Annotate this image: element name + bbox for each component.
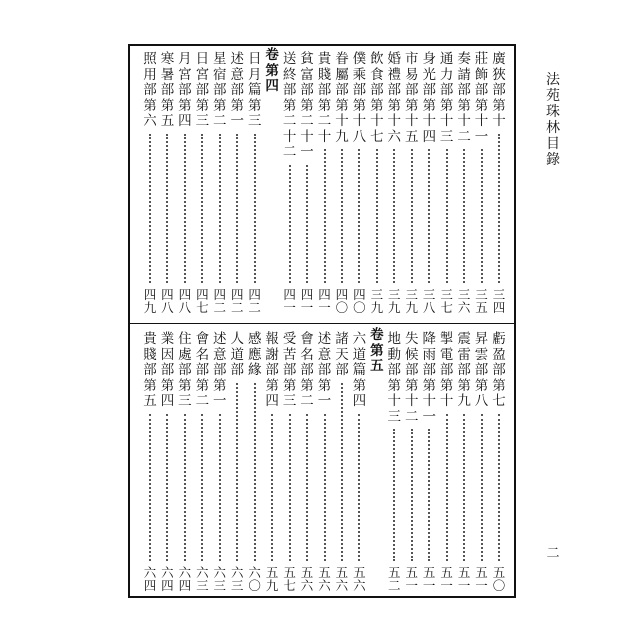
- entry-page-number: 五七: [283, 565, 296, 593]
- entry-title: 身光部第十四: [422, 51, 436, 145]
- entry-title: 降雨部第十一: [422, 331, 436, 425]
- entry-page-number: 三九: [370, 287, 384, 315]
- entry-title: 月宮部第四: [178, 51, 192, 129]
- entry-title: 寒暑部第五: [160, 51, 175, 129]
- entry-title: 感應緣: [247, 331, 262, 378]
- toc-entry: [139, 52, 161, 314]
- entry-page-number: 六四: [161, 565, 174, 593]
- entry-title: 述意部第一: [213, 331, 227, 409]
- leader-dots: [498, 134, 500, 284]
- entry-title: 掣電部第十: [439, 331, 454, 409]
- entry-title: 會名部第二: [195, 331, 210, 409]
- entry-title: 貧富部第二十一: [300, 51, 314, 160]
- entry-page-number: 五六: [353, 565, 366, 593]
- leader-dots: [271, 414, 273, 562]
- entry-title: 送終部第二十二: [282, 51, 297, 160]
- toc-entry: [139, 332, 161, 592]
- entry-title: 六道篇第四: [352, 331, 367, 409]
- leader-dots: [236, 383, 238, 562]
- entry-page-number: 四一: [300, 287, 314, 315]
- entry-title: 日月篇第三: [247, 51, 262, 129]
- leader-dots: [219, 414, 221, 562]
- leader-dots: [236, 134, 238, 284]
- entry-page-number: 五六: [318, 565, 331, 593]
- entry-title: 貴賤部第二十: [317, 51, 332, 145]
- entry-page-number: 三九: [405, 287, 418, 315]
- leader-dots: [358, 149, 360, 283]
- leader-dots: [201, 414, 203, 562]
- entry-page-number: 四八: [178, 287, 192, 315]
- entry-title: 日宮部第三: [195, 51, 210, 129]
- entry-page-number: 四九: [143, 287, 157, 315]
- leader-dots: [341, 149, 343, 283]
- entry-page-number: 四七: [196, 287, 209, 315]
- register-divider: [130, 323, 514, 324]
- entry-title: 報謝部第四: [265, 331, 279, 409]
- entry-title: 奏請部第十二: [457, 51, 471, 145]
- leader-dots: [481, 414, 483, 562]
- leader-dots: [428, 429, 430, 561]
- entry-page-number: 四〇: [353, 287, 366, 315]
- entry-title: 貴賤部第五: [143, 331, 157, 409]
- leader-dots: [463, 414, 465, 562]
- entry-title: 述意部第一: [317, 331, 332, 409]
- leader-dots: [376, 149, 378, 283]
- entry-page-number: 五〇: [492, 565, 506, 593]
- leader-dots: [498, 414, 500, 562]
- leader-dots: [306, 414, 308, 562]
- entry-page-number: 五六: [335, 565, 349, 593]
- leader-dots: [219, 134, 221, 284]
- entry-title: 受苦部第三: [282, 331, 297, 409]
- entry-page-number: 六四: [178, 565, 192, 593]
- entry-title: 虧盈部第七: [492, 331, 506, 409]
- entry-page-number: 四二: [230, 287, 244, 315]
- leader-dots: [254, 383, 256, 562]
- entry-title: 照用部第六: [143, 51, 157, 129]
- leader-dots: [324, 149, 326, 283]
- entry-page-number: 六三: [230, 565, 244, 593]
- entry-page-number: 六三: [213, 565, 227, 593]
- page-number: 二: [546, 546, 560, 561]
- leader-dots: [149, 134, 151, 284]
- entry-page-number: 四一: [283, 287, 296, 315]
- entry-page-number: 五一: [457, 565, 471, 593]
- leader-dots: [289, 165, 291, 284]
- entry-page-number: 六〇: [248, 565, 261, 593]
- leader-dots: [289, 414, 291, 562]
- leader-dots: [184, 134, 186, 284]
- leader-dots: [324, 414, 326, 562]
- entry-page-number: 三九: [388, 287, 401, 315]
- entry-page-number: 五一: [475, 565, 488, 593]
- entry-title: 眷屬部第十九: [335, 51, 349, 145]
- entry-title: 婚禮部第十六: [387, 51, 402, 145]
- entry-page-number: 三六: [457, 287, 471, 315]
- entry-page-number: 四二: [213, 287, 227, 315]
- entry-title: 通力部第十三: [439, 51, 454, 145]
- leader-dots: [341, 383, 343, 562]
- entry-page-number: 三五: [475, 287, 488, 315]
- entry-page-number: 四二: [248, 287, 261, 315]
- leader-dots: [254, 134, 256, 284]
- entry-page-number: 四〇: [335, 287, 349, 315]
- entry-title: 述意部第一: [230, 51, 244, 129]
- entry-title: 震雷部第九: [457, 331, 471, 409]
- leader-dots: [393, 429, 395, 561]
- leader-dots: [411, 429, 413, 561]
- entry-title: 業因部第四: [160, 331, 175, 409]
- entry-title: 卷第五: [370, 327, 384, 374]
- entry-title: 廣狹部第十: [492, 51, 506, 129]
- running-title: 法苑珠林 目錄: [546, 72, 574, 168]
- entry-page-number: 六四: [143, 565, 157, 593]
- entry-page-number: 三八: [422, 287, 436, 315]
- leader-dots: [393, 149, 395, 283]
- entry-title: 人道部: [230, 331, 244, 378]
- entry-page-number: 五六: [300, 565, 314, 593]
- leader-dots: [149, 414, 151, 562]
- leader-dots: [446, 149, 448, 283]
- entry-title: 卷第四: [265, 47, 279, 94]
- leader-dots: [411, 149, 413, 283]
- entry-page-number: 四八: [161, 287, 174, 315]
- entry-page-number: 四一: [318, 287, 331, 315]
- entry-title: 諸天部: [335, 331, 349, 378]
- entry-page-number: 五九: [265, 565, 279, 593]
- leader-dots: [166, 414, 168, 562]
- leader-dots: [446, 414, 448, 562]
- entry-page-number: 三七: [440, 287, 453, 315]
- leader-dots: [166, 134, 168, 284]
- leader-dots: [463, 149, 465, 283]
- entry-title: 飲食部第十七: [370, 51, 384, 145]
- entry-page-number: 五一: [422, 565, 436, 593]
- leader-dots: [358, 414, 360, 562]
- entry-title: 昇雲部第八: [474, 331, 489, 409]
- entry-title: 僕乘部第十八: [352, 51, 367, 145]
- entry-title: 失候部第十二: [405, 331, 419, 425]
- entry-page-number: 五一: [405, 565, 418, 593]
- entry-title: 會名部第二: [300, 331, 314, 409]
- entry-page-number: 三四: [492, 287, 506, 315]
- leader-dots: [201, 134, 203, 284]
- entry-title: 住處部第三: [178, 331, 192, 409]
- entry-page-number: 六三: [196, 565, 209, 593]
- entry-page-number: 五二: [388, 565, 401, 593]
- leader-dots: [428, 149, 430, 283]
- leader-dots: [184, 414, 186, 562]
- entry-page-number: 五一: [440, 565, 453, 593]
- entry-title: 星宿部第二: [213, 51, 227, 129]
- leader-dots: [306, 165, 308, 284]
- entry-title: 莊飾部第十一: [474, 51, 489, 145]
- entry-title: 市易部第十五: [405, 51, 419, 145]
- entry-title: 地動部第十三: [387, 331, 402, 425]
- leader-dots: [481, 149, 483, 283]
